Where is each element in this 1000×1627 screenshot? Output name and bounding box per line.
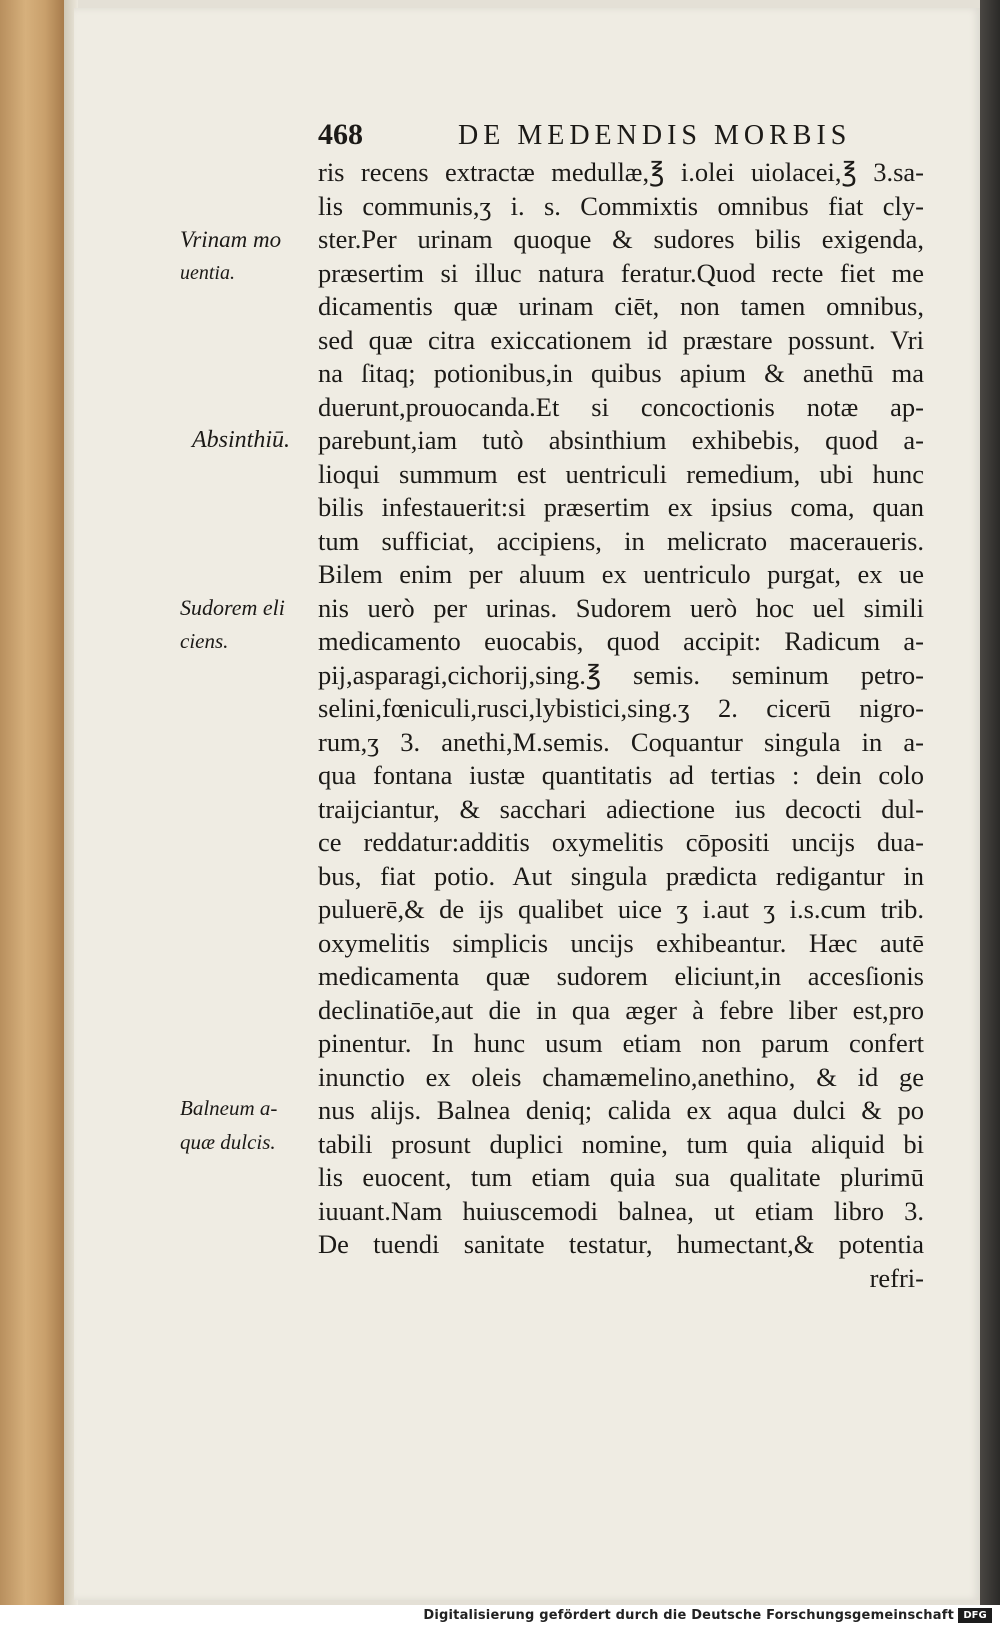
text-line: sed quæ citra exiccationem id præstare possunt. Vri <box>318 324 924 355</box>
text-line: ster.Per urinam quoque & sudores bilis exigenda, <box>318 224 924 254</box>
catchword: refri- <box>869 1262 924 1293</box>
text-line: dicamentis quæ urinam ciēt, non tamen omnibus, <box>318 291 924 321</box>
text-line: nis uerò per urinas. Sudorem uerò hoc uel simili <box>318 592 924 623</box>
page-number: 468 <box>318 118 363 151</box>
footer-credit: Digitalisierung gefördert durch die Deutsche Forschungsgemeinschaft <box>423 1608 954 1623</box>
text-line: na ſitaq; potionibus,in quibus apium & anethū ma <box>318 358 924 388</box>
marginal-note-line: Balneum a- <box>180 1096 278 1120</box>
text-line: medicamento euocabis, quod accipit: Radicum a- <box>318 626 924 656</box>
text-line: iuuant.Nam huiuscemodi balnea, ut etiam libro 3. <box>318 1195 924 1226</box>
marginal-note-line: quæ dulcis. <box>180 1129 276 1154</box>
main-text <box>318 156 924 1295</box>
text-line: pij,asparagi,cichorij,sing.℥ semis. seminum petro- <box>318 659 924 690</box>
text-line: traijciantur, & sacchari adiectione ius decocti dul- <box>318 793 924 824</box>
marginal-note-line: Absinthiū. <box>192 427 291 453</box>
text-line: ce reddatur:additis oxymelitis cōpositi uncijs dua- <box>318 827 924 857</box>
marginal-note-absinthium <box>180 424 310 458</box>
dfg-logo-icon: DFG <box>958 1608 992 1623</box>
text-line: lioqui summum est uentriculi remedium, ubi hunc <box>318 458 924 489</box>
text-line: selini,fœniculi,rusci,lybistici,sing.ʒ 2. cicerū nigro- <box>318 693 924 723</box>
book-spine <box>0 0 64 1605</box>
marginal-note-balneum <box>180 1092 310 1159</box>
running-title: DE MEDENDIS MORBIS <box>458 120 852 151</box>
marginal-note-line: Sudorem eli <box>180 595 285 620</box>
text-line: inunctio ex oleis chamæmelino,anethino, & id ge <box>318 1061 924 1092</box>
text-line: puluerē,& de ijs qualibet uice ʒ i.aut ʒ i.s.cum trib. <box>318 894 924 924</box>
text-line: oxymelitis simplicis uncijs exhibeantur. Hæc autē <box>318 927 924 958</box>
text-line: bus, fiat potio. Aut singula prædicta redigantur in <box>318 860 924 891</box>
digitization-footer <box>0 1605 1000 1627</box>
scan-border <box>980 0 1000 1605</box>
text-line: tum sufficiat, accipiens, in melicrato maceraueris. <box>318 525 924 556</box>
text-line: Bilem enim per aluum ex uentriculo purgat, ex ue <box>318 559 924 589</box>
marginal-note-line: ciens. <box>180 628 229 653</box>
text-line: rum,ʒ 3. anethi,M.semis. Coquantur singula in a- <box>318 726 924 757</box>
text-line: declinatiōe,aut die in qua æger à febre liber est,pro <box>318 994 924 1025</box>
marginal-note-line: Vrinam mo <box>180 227 282 252</box>
text-line: ris recens extractæ medullæ,℥ i.olei uiolacei,℥ 3.sa- <box>318 157 924 187</box>
marginal-note-urinam <box>180 223 310 290</box>
marginal-note-sudorem <box>180 591 310 658</box>
text-line: pinentur. In hunc usum etiam non parum confert <box>318 1028 924 1058</box>
marginal-note-line: uentia. <box>180 261 235 284</box>
text-line: medicamenta quæ sudorem eliciunt,in accesſionis <box>318 961 924 991</box>
text-line: nus alijs. Balnea deniq; calida ex aqua dulci & po <box>318 1095 924 1125</box>
page-header <box>318 118 918 154</box>
text-line: De tuendi sanitate testatur, humectant,& potentia <box>318 1229 924 1259</box>
text-line: lis communis,ʒ i. s. Commixtis omnibus fiat cly- <box>318 190 924 221</box>
text-line: duerunt,prouocanda.Et si concoctionis notæ ap- <box>318 391 924 422</box>
text-line: bilis infestauerit:si præsertim ex ipsius coma, quan <box>318 492 924 522</box>
text-line: parebunt,iam tutò absinthium exhibebis, quod a- <box>318 425 924 455</box>
text-line: præsertim si illuc natura feratur.Quod recte fiet me <box>318 257 924 288</box>
text-line: tabili prosunt duplici nomine, tum quia aliquid bi <box>318 1128 924 1159</box>
text-line: qua fontana iustæ quantitatis ad tertias : dein colo <box>318 760 924 790</box>
text-line: lis euocent, tum etiam quia sua qualitate plurimū <box>318 1162 924 1192</box>
